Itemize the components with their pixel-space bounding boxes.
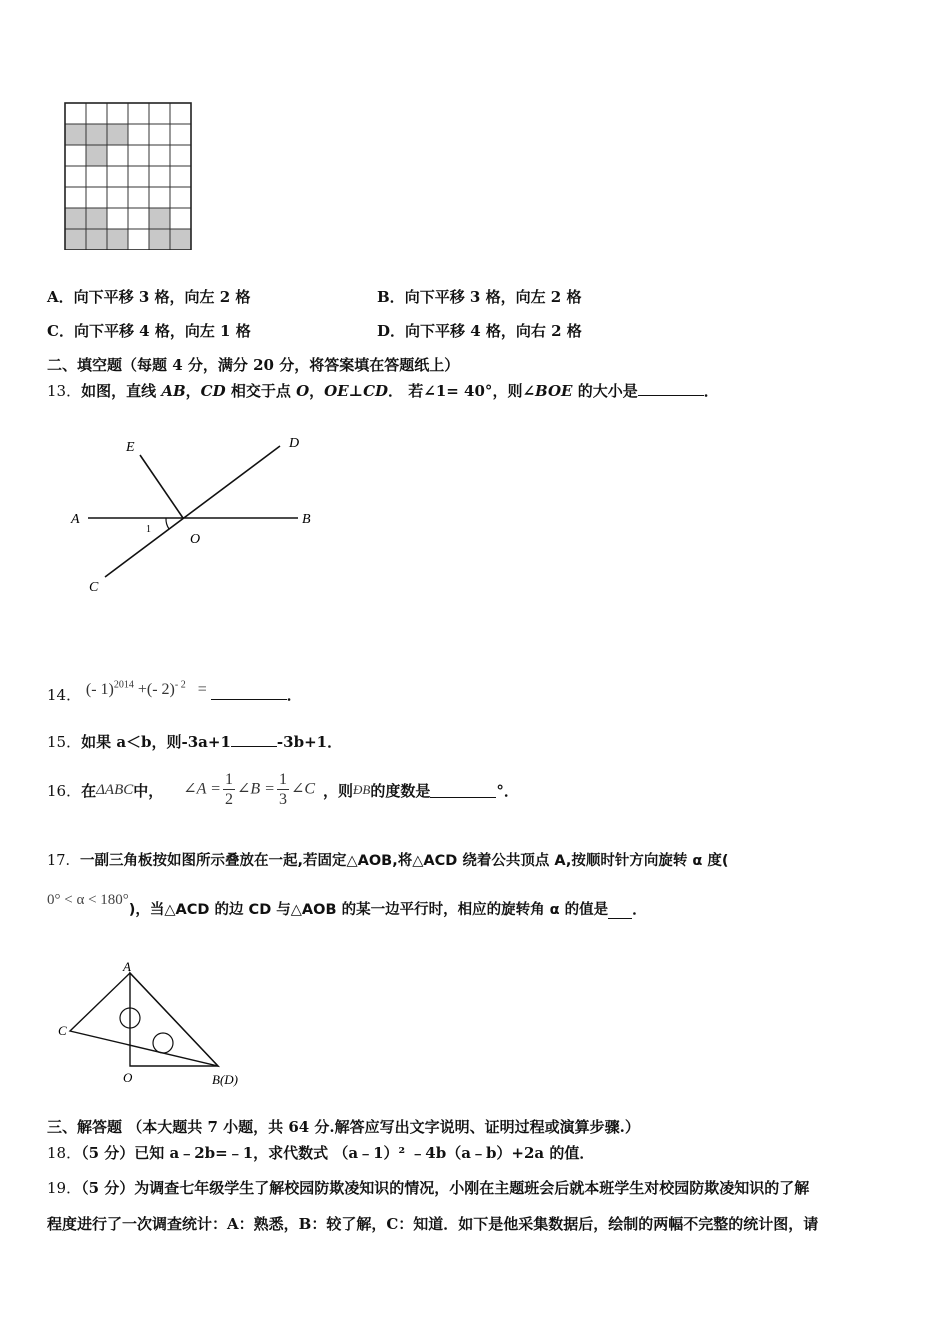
q14-equals: = — [197, 681, 207, 698]
grid-cell — [149, 229, 170, 250]
q14-answer-blank[interactable] — [211, 685, 287, 700]
triangle-acd — [70, 973, 218, 1066]
grid-cell — [128, 187, 149, 208]
q13-t1: 如图，直线 — [81, 382, 162, 400]
q16-t2: 中， — [133, 781, 164, 800]
grid-cell — [65, 208, 86, 229]
q13-oe: OE — [324, 382, 349, 400]
option-d — [377, 320, 582, 341]
ray-oe — [140, 455, 183, 518]
q13-line-figure — [60, 425, 330, 605]
label-o-17: O — [123, 1070, 133, 1085]
q16-answer-blank[interactable] — [430, 783, 496, 798]
q13-angle: ∠1= 40° — [423, 382, 493, 400]
grid-cell — [149, 145, 170, 166]
q13-ab: AB — [161, 382, 186, 400]
q13-o: O — [296, 382, 310, 400]
q17-triangle-figure — [55, 958, 255, 1088]
q16-frac-half — [223, 772, 235, 808]
grid-cell — [170, 103, 191, 124]
q19-num: 19． — [47, 1179, 82, 1197]
label-a: A — [71, 512, 80, 527]
q13-num: 13． — [47, 382, 82, 400]
q14-plus: + — [137, 681, 147, 698]
option-b-key: B． — [377, 288, 405, 306]
line-cd — [105, 446, 280, 577]
option-b — [377, 286, 581, 307]
q16-end: °． — [496, 781, 519, 800]
grid-cell — [86, 229, 107, 250]
q16-angle-c: ∠C — [290, 780, 316, 798]
q16-db: ÐB — [353, 782, 371, 797]
grid-cell — [107, 103, 128, 124]
q13-cd: CD — [200, 382, 226, 400]
question-17-line-2 — [47, 892, 648, 919]
label-c-17: C — [58, 1023, 67, 1038]
question-19-line-1 — [47, 1177, 809, 1198]
grid-cell — [149, 103, 170, 124]
grid-cell — [86, 145, 107, 166]
grid-cell — [107, 145, 128, 166]
q18-text: （5 分）已知 a﹣2b=﹣1，求代数式 （a﹣1）² ﹣4b（a﹣b）+2a 的值． — [81, 1144, 595, 1162]
grid-cell — [86, 208, 107, 229]
question-13 — [47, 380, 719, 401]
q13-cd2: CD — [363, 382, 389, 400]
q15-text: 如果 a＜b，则-3a+1 — [81, 733, 231, 751]
grid-cell — [170, 124, 191, 145]
q13-t5: 的大小是 — [572, 382, 638, 400]
grid-cell — [86, 103, 107, 124]
q13-t3: ． 若 — [388, 382, 424, 400]
grid-cell — [65, 229, 86, 250]
q14-exp-1: 2014 — [113, 679, 134, 691]
grid-cell — [107, 208, 128, 229]
option-c-key: C． — [47, 322, 74, 340]
q17-end: ． — [632, 900, 648, 918]
question-15 — [47, 731, 342, 752]
label-angle-1: 1 — [146, 524, 151, 535]
grid-cell — [170, 166, 191, 187]
grid-cell — [149, 166, 170, 187]
q13-t2: 相交于点 — [225, 382, 297, 400]
grid-cell — [149, 187, 170, 208]
q16-t4: 的度数是 — [370, 781, 431, 800]
q13-t4: ，则 — [492, 382, 523, 400]
label-d: D — [289, 436, 300, 451]
grid-cell — [65, 145, 86, 166]
grid-cell — [128, 229, 149, 250]
q19-line-1: （5 分）为调查七年级学生了解校园防欺凌知识的情况，小刚在主题班会后就本班学生对校园防欺凌知识的了解 — [81, 1179, 810, 1197]
q15-text-2: -3b+1． — [276, 733, 343, 751]
q13-comma: ， — [185, 382, 201, 400]
grid-cell — [107, 229, 128, 250]
q16-num: 16． — [47, 781, 82, 800]
label-bd-17: B(D) — [212, 1072, 238, 1087]
label-b: B — [302, 512, 311, 527]
q16-angle-b: ∠B = — [236, 780, 275, 798]
option-d-text: 向下平移 4 格，向右 2 格 — [405, 322, 582, 340]
label-e: E — [126, 440, 135, 455]
grid-cell — [107, 124, 128, 145]
grid-cell — [128, 124, 149, 145]
grid-cell — [128, 166, 149, 187]
q15-num: 15． — [47, 733, 82, 751]
q16-frac-half-num: 1 — [224, 771, 233, 788]
option-c — [47, 320, 251, 341]
q14-end: ． — [286, 686, 302, 704]
q16-frac-third-den: 3 — [278, 791, 287, 808]
grid-cell — [86, 124, 107, 145]
section-3-title: 三、解答题 （本大题共 7 小题，共 64 分.解答应写出文字说明、证明过程或演算步骤.） — [47, 1118, 640, 1136]
q17-num: 17． — [47, 853, 80, 869]
q15-answer-blank[interactable] — [231, 732, 277, 747]
option-c-text: 向下平移 4 格，向左 1 格 — [73, 322, 251, 340]
option-a-key: A． — [47, 288, 74, 306]
q16-angle-a: ∠A = — [183, 780, 221, 798]
q14-base-1: (- 1) — [85, 681, 114, 698]
grid-cell — [149, 208, 170, 229]
label-c: C — [89, 580, 99, 595]
option-d-key: D． — [377, 322, 406, 340]
grid-cell — [170, 208, 191, 229]
grid-cell — [65, 124, 86, 145]
grid-cell — [128, 103, 149, 124]
q17-range: 0° < α < 180° — [47, 892, 129, 908]
grid-cell — [107, 166, 128, 187]
q16-t3: ，则 — [323, 781, 354, 800]
q16-frac-half-den: 2 — [224, 791, 233, 808]
grid-cell — [65, 166, 86, 187]
grid-cell — [128, 208, 149, 229]
q17-answer-blank[interactable] — [608, 904, 632, 919]
grid-cell — [86, 187, 107, 208]
grid-cell — [170, 229, 191, 250]
q17-line-1: 一副三角板按如图所示叠放在一起,若固定△AOB,将△ACD 绕着公共顶点 A,按顺时针方向旋转 α 度( — [79, 853, 729, 869]
section-2-title: 二、填空题（每题 4 分，满分 20 分，将答案填在答题纸上） — [47, 356, 460, 374]
grid-cell — [86, 166, 107, 187]
q17-line-2: )，当△ACD 的边 CD 与△AOB 的某一边平行时，相应的旋转角 α 的值是 — [128, 902, 609, 918]
question-14 — [47, 678, 302, 704]
grid-cell — [65, 103, 86, 124]
grid-figure — [62, 100, 196, 250]
triangle-hole-2 — [153, 1033, 173, 1053]
q13-answer-blank[interactable] — [638, 381, 704, 396]
q13-end: ． — [703, 382, 719, 400]
q18-num: 18． — [47, 1144, 82, 1162]
q14-exp-2: - 2 — [174, 679, 186, 691]
q13-boe: ∠BOE — [522, 382, 573, 400]
option-a-text: 向下平移 3 格，向左 2 格 — [73, 288, 251, 306]
q14-num: 14． — [47, 686, 82, 704]
question-17-line-1 — [47, 849, 729, 870]
question-18 — [47, 1142, 594, 1163]
option-b-text: 向下平移 3 格，向左 2 格 — [404, 288, 582, 306]
q16-t1: 在 — [81, 781, 97, 800]
q13-perp: ⊥ — [348, 382, 364, 400]
grid-cell — [170, 187, 191, 208]
q14-base-2: (- 2) — [146, 681, 175, 698]
q16-triangle: ΔABC — [96, 781, 134, 798]
grid-cell — [149, 124, 170, 145]
grid-cell — [65, 187, 86, 208]
q13-comma2: ， — [309, 382, 325, 400]
grid-cell — [107, 187, 128, 208]
q16-frac-third — [277, 772, 289, 808]
option-a — [47, 286, 250, 307]
q16-frac-third-num: 1 — [278, 771, 287, 788]
label-o: O — [190, 532, 201, 547]
grid-cell — [128, 145, 149, 166]
label-a-17: A — [123, 959, 131, 974]
question-19-line-2: 程度进行了一次调查统计：A：熟悉，B：较了解，C：知道．如下是他采集数据后，绘制的两幅不完整的统计图，请 — [47, 1215, 819, 1233]
question-16 — [47, 766, 519, 814]
angle-1-arc — [166, 518, 169, 529]
grid-cell — [170, 145, 191, 166]
